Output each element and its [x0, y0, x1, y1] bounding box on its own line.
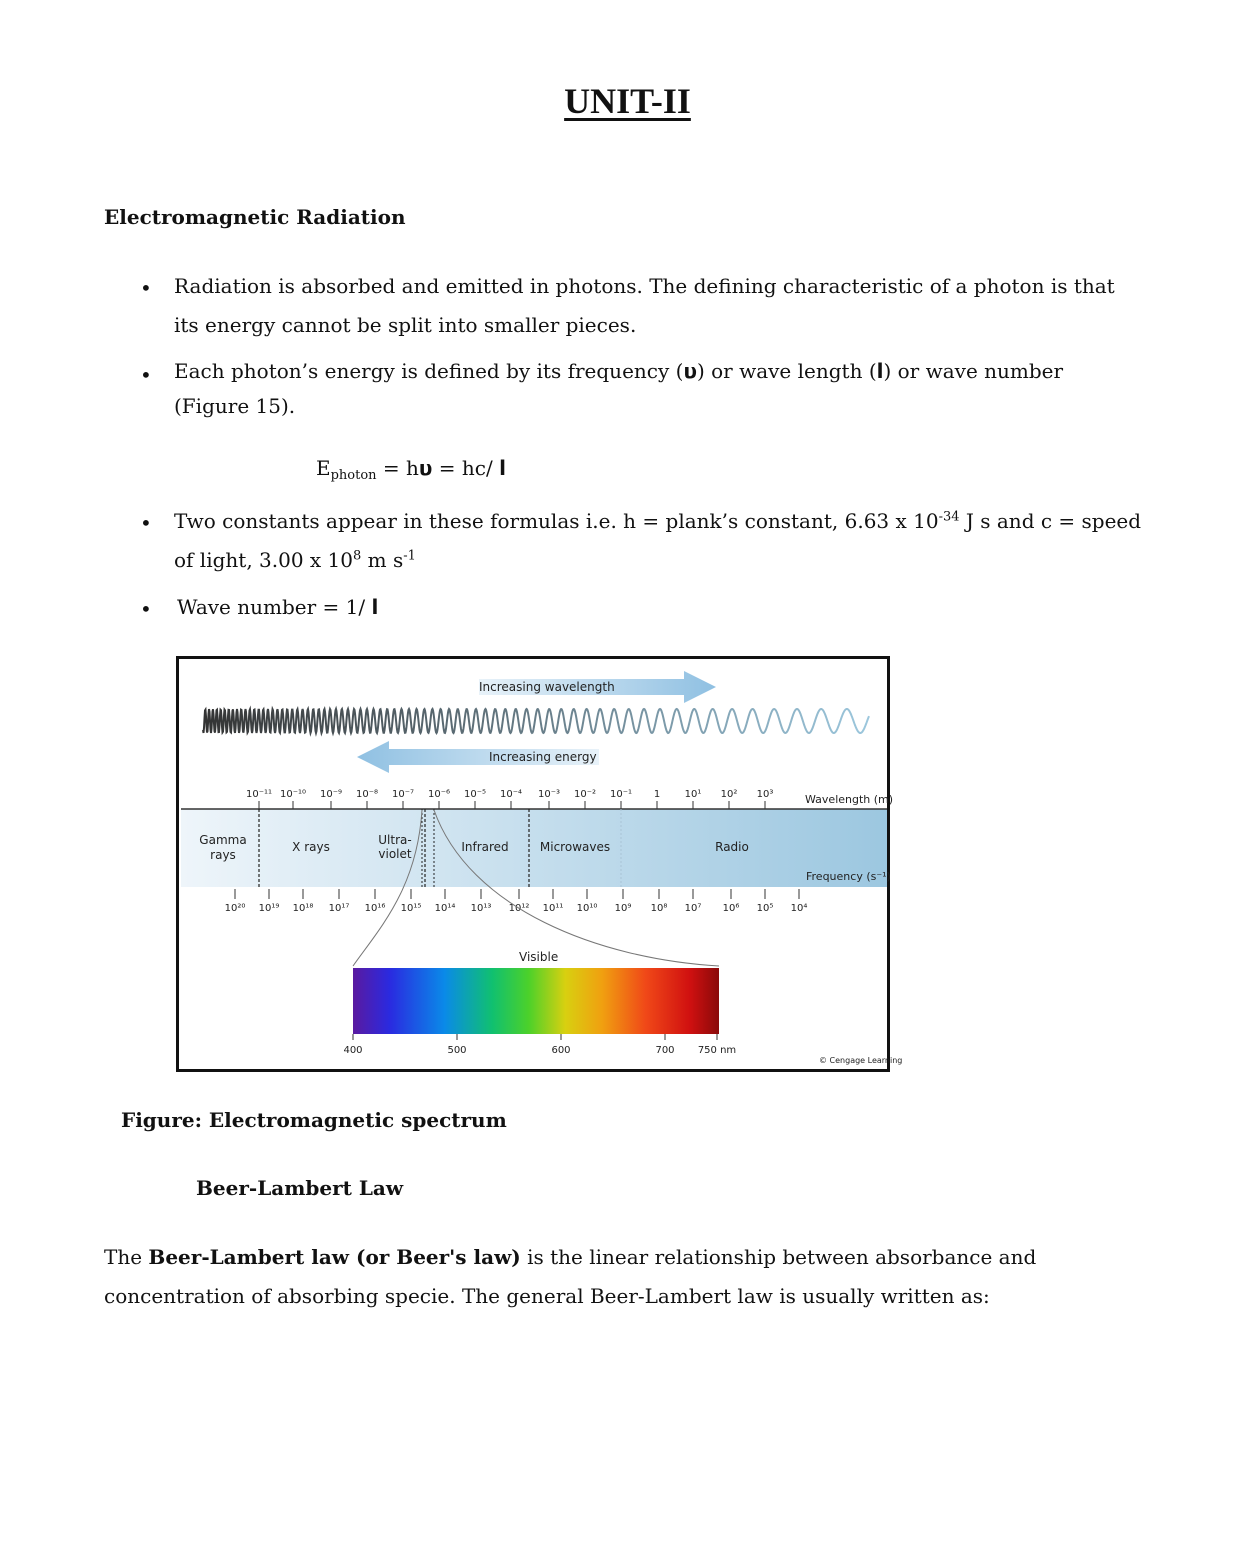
- text-fragment: Wave number = 1/: [177, 595, 372, 619]
- wavelength-tick-label: 10⁻⁵: [463, 789, 487, 800]
- bullet-text-wavenumber: [177, 588, 378, 627]
- bullet-marker: •: [140, 363, 152, 387]
- frequency-tick-label: 10⁹: [614, 903, 632, 914]
- wave-line: [203, 709, 869, 733]
- wavelength-axis-label: Wavelength (m): [805, 793, 894, 806]
- frequency-tick-label: 10¹⁸: [292, 903, 314, 914]
- wavelength-tick-label: 10⁻²: [573, 789, 597, 800]
- frequency-tick-label: 10¹⁶: [364, 903, 386, 914]
- wavelength-tick-label: 10¹: [684, 789, 702, 800]
- beer-lambert-paragraph: [104, 1238, 1036, 1316]
- bullet-line: its energy cannot be split into smaller pieces.: [174, 313, 637, 337]
- wavelength-tick-label: 10⁻⁸: [355, 789, 379, 800]
- bullet-text-constants: [174, 502, 1141, 580]
- wavelength-tick-label: 10⁻⁹: [319, 789, 343, 800]
- frequency-tick-label: 10⁷: [684, 903, 702, 914]
- wavelength-tick-label: 10⁻⁷: [391, 789, 415, 800]
- text-fragment: J s and c = speed: [959, 509, 1142, 533]
- visible-ticks: [343, 1034, 736, 1056]
- frequency-tick-label: 10¹⁴: [434, 903, 456, 914]
- text-fragment: Each photon’s energy is defined by its frequency (: [174, 359, 684, 383]
- region-label-xrays: X rays: [292, 840, 330, 854]
- text-fragment: Two constants appear in these formulas i.e. h = plank’s constant, 6.63 x 10: [174, 509, 939, 533]
- region-label-gamma: Gamma rays: [199, 833, 247, 862]
- frequency-tick-label: 10⁵: [756, 903, 774, 914]
- section-heading-beer-lambert: Beer-Lambert Law: [196, 1176, 404, 1200]
- wavelength-tick-label: 10²: [720, 789, 738, 800]
- wavelength-tick-label: 10⁻³: [537, 789, 561, 800]
- bullet-text-energy: [174, 354, 1063, 424]
- visible-tick-label: 750 nm: [697, 1045, 737, 1056]
- frequency-tick-label: 10¹³: [470, 903, 492, 914]
- figure-caption: Figure: Electromagnetic spectrum: [121, 1108, 507, 1132]
- page-title: UNIT-II: [564, 81, 691, 121]
- frequency-tick-label: 10⁶: [722, 903, 740, 914]
- frequency-tick-label: 10¹¹: [542, 903, 564, 914]
- increasing-energy-label: Increasing energy: [489, 750, 597, 764]
- region-label-infrared: Infrared: [461, 840, 509, 854]
- frequency-tick-label: 10⁴: [790, 903, 808, 914]
- region-label-radio: Radio: [715, 840, 749, 854]
- visible-tick-label: 500: [447, 1045, 467, 1056]
- em-spectrum-figure: [176, 656, 903, 1072]
- frequency-tick-label: 10¹⁹: [258, 903, 280, 914]
- bullet-line: (Figure 15).: [174, 394, 296, 418]
- lambda-symbol: l: [371, 595, 379, 619]
- visible-spectrum-bar: [353, 968, 719, 1034]
- visible-label: Visible: [519, 950, 559, 964]
- bold-term: Beer-Lambert law (or Beer's law): [148, 1245, 521, 1269]
- wavelength-ticks: [246, 789, 773, 809]
- exponent: -1: [403, 548, 416, 564]
- bullet-marker: •: [140, 597, 152, 621]
- text-fragment: ) or wave length (: [696, 359, 877, 383]
- exponent: -34: [938, 509, 960, 525]
- copyright-label: © Cengage Learning: [819, 1056, 903, 1065]
- visible-tick-label: 600: [551, 1045, 571, 1056]
- text-fragment: is the linear relationship between absorbance and: [520, 1245, 1037, 1269]
- frequency-tick-label: 10⁸: [650, 903, 668, 914]
- region-label-uv: Ultra-violet: [378, 833, 412, 861]
- wavelength-tick-label: 10⁻⁴: [499, 789, 523, 800]
- wavelength-tick-label: 10⁻¹: [609, 789, 633, 800]
- increasing-wavelength-label: Increasing wavelength: [479, 680, 615, 694]
- frequency-ticks: [225, 889, 808, 914]
- wavelength-tick-label: 10⁻¹¹: [245, 789, 273, 800]
- formula-subscript: photon: [330, 468, 377, 483]
- frequency-tick-label: 10²⁰: [224, 903, 246, 914]
- frequency-axis-label: Frequency (s⁻¹): [806, 870, 891, 883]
- section-heading-em-radiation: Electromagnetic Radiation: [104, 205, 406, 229]
- visible-tick-label: 400: [343, 1045, 363, 1056]
- visible-tick-label: 700: [655, 1045, 675, 1056]
- paragraph-line: concentration of absorbing specie. The general Beer-Lambert law is usually written as:: [104, 1284, 990, 1308]
- text-fragment: The: [104, 1245, 149, 1269]
- frequency-tick-label: 10¹²: [508, 903, 530, 914]
- spectrum-band: [181, 809, 887, 887]
- text-fragment: of light, 3.00 x 10: [174, 548, 354, 572]
- photon-energy-formula: [316, 456, 506, 483]
- lambda-symbol: l: [499, 456, 506, 480]
- bullet-line: [174, 354, 1063, 389]
- lambda-symbol: l: [876, 359, 884, 383]
- wavelength-tick-label: 10⁻⁶: [427, 789, 451, 800]
- paragraph-line: [104, 1238, 1036, 1277]
- text-fragment: m s: [361, 548, 404, 572]
- exponent: 8: [353, 548, 362, 564]
- formula-end: = hc/: [432, 456, 500, 480]
- bullet-line: [174, 502, 1141, 541]
- wavelength-tick-label: 10⁻¹⁰: [279, 789, 307, 800]
- text-fragment: ) or wave number: [883, 359, 1064, 383]
- bullet-line: [174, 541, 1141, 580]
- bullet-marker: •: [140, 511, 152, 535]
- frequency-tick-label: 10¹⁷: [328, 903, 350, 914]
- formula-mid: = h: [376, 456, 419, 480]
- nu-symbol: υ: [683, 359, 697, 383]
- frequency-tick-label: 10¹⁵: [400, 903, 422, 914]
- em-spectrum-svg: [179, 659, 903, 1069]
- bullet-text-photons: [174, 267, 1115, 345]
- bullet-line: Radiation is absorbed and emitted in photons. The defining characteristic of a photon is that: [174, 274, 1115, 298]
- frequency-tick-label: 10¹⁰: [576, 903, 598, 914]
- region-label-microwaves: Microwaves: [539, 840, 611, 854]
- wavelength-tick-label: 1: [653, 789, 661, 800]
- nu-symbol: υ: [418, 456, 433, 480]
- bullet-marker: •: [140, 276, 152, 300]
- wavelength-tick-label: 10³: [756, 789, 774, 800]
- formula-e: E: [316, 456, 331, 480]
